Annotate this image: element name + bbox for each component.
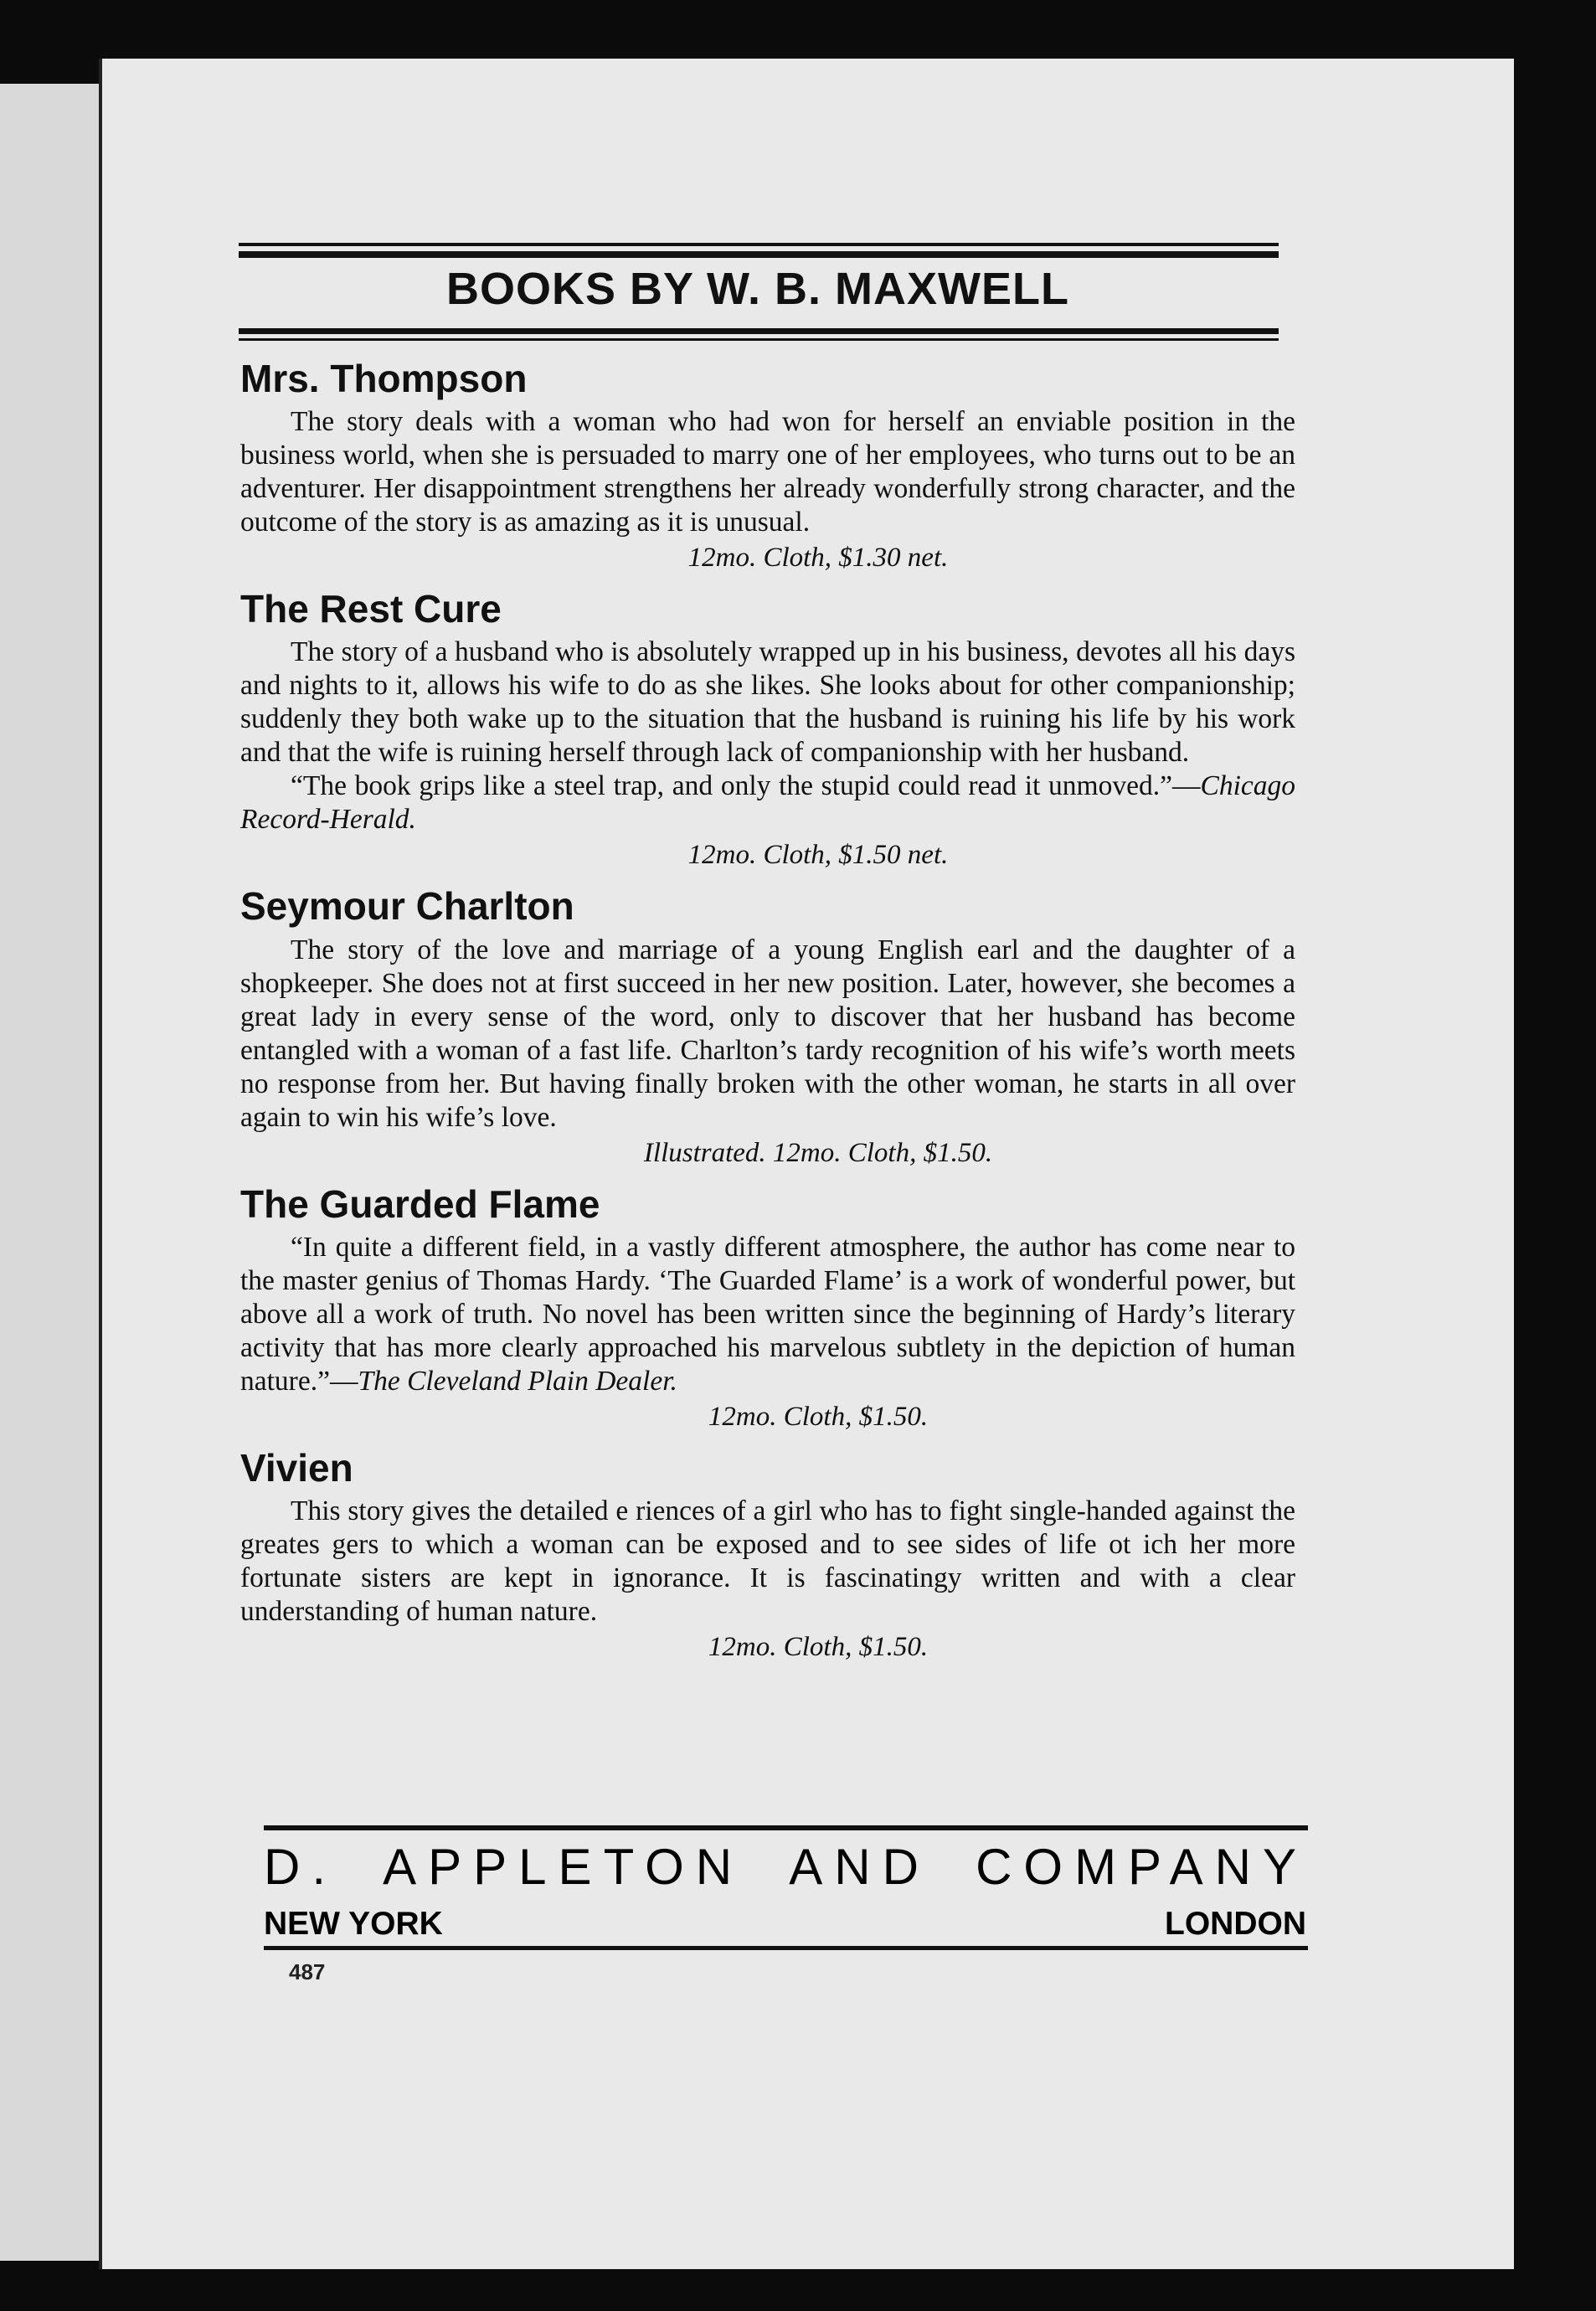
publisher-city-right: LONDON — [1165, 1906, 1306, 1942]
publisher-name — [264, 1839, 1308, 1895]
book-description: This story gives the detailed e riences of a girl who has to fight single-handed against the greates gers to which a woman can be exposed and to see sides of life ot ich her more fortunate sisters are kept in ignorance. It is fascinatingy written and with a clear understanding of human nature. — [240, 1495, 1295, 1627]
publisher-word: COMPANY — [976, 1839, 1308, 1895]
book-price: 12mo. Cloth, $1.50. — [708, 1401, 929, 1432]
book-price: 12mo. Cloth, $1.50. — [708, 1631, 929, 1662]
header-rule-bottom-thin — [239, 338, 1279, 341]
header-rule-top-thin — [239, 243, 1279, 246]
book-title: The Guarded Flame — [240, 1181, 600, 1226]
book-title: Vivien — [240, 1445, 353, 1490]
footer-rule-bottom — [264, 1946, 1308, 1950]
publisher-word: D. — [264, 1839, 337, 1895]
publisher-word: APPLETON — [383, 1839, 744, 1895]
book-entry — [240, 1181, 1295, 1435]
book-entry — [240, 586, 1295, 873]
book-title: The Rest Cure — [240, 587, 502, 631]
book-entry — [240, 883, 1295, 1171]
header-rule-bottom-thick — [239, 328, 1279, 334]
book-review-quote — [240, 1231, 1295, 1398]
book-price: 12mo. Cloth, $1.30 net. — [687, 543, 949, 574]
book-price: Illustrated. 12mo. Cloth, $1.50. — [643, 1137, 993, 1168]
footer-rule-top — [264, 1825, 1308, 1830]
quote-text: “In quite a different field, in a vastly different atmosphere, the author has come near to the master genius of Thomas Hardy. ‘The Guarded Flame’ is a work of wonderful power, but above all a work of truth. No novel has been written since the beginning of Hardy’s literary activity that has more clearly approached his marvelous subtlety in the depiction of human nature.”— — [240, 1231, 1295, 1397]
publisher-city-left: NEW YORK — [264, 1906, 443, 1942]
book-description: The story deals with a woman who had won for herself an enviable position in the business world, when she is persuaded to marry one of her employees, who turns out to be an adventurer. Her disappointment strengthens her already wonderfully strong character, and the outcome of the story is as amazing as it is unusual. — [240, 406, 1295, 538]
book-price: 12mo. Cloth, $1.50 net. — [687, 840, 949, 871]
header-rule-top-thick — [239, 251, 1279, 258]
quote-source: The Cleveland Plain Dealer. — [358, 1365, 677, 1397]
book-title: Seymour Charlton — [240, 884, 574, 929]
quote-text: “The book grips like a steel trap, and only the stupid could read it unmoved.”— — [291, 770, 1201, 802]
book-entry — [240, 356, 1295, 576]
book-description: The story of the love and marriage of a young English earl and the daughter of a shopkeeper. She does not at first succeed in her new position. Later, however, she becomes a great lady in every sense of the word, only to discover that her husband has become entangled with a woman of a fast life. Charlton’s tardy recognition of his wife’s worth meets no response from her. But having finally broken with the other woman, he starts in all over again to win his wife’s love. — [240, 934, 1295, 1133]
book-list — [240, 356, 1295, 1675]
page-number: 487 — [289, 1959, 326, 1984]
quote-source: Chicago Record-Herald. — [240, 770, 1295, 836]
publisher-word: AND — [789, 1839, 930, 1895]
book-title: Mrs. Thompson — [240, 357, 528, 400]
book-entry — [240, 1445, 1295, 1665]
book-review-quote — [240, 769, 1295, 836]
page-title: BOOKS BY W. B. MAXWELL — [445, 264, 1069, 314]
book-description: The story of a husband who is absolutely wrapped up in his business, devotes all his days and nights to it, allows his wife to do as she likes. She looks about for other companionship; suddenly they both wake up to the situation that the husband is ruining his life by his work and that the wife is ruining herself through lack of companionship with her husband. — [240, 636, 1295, 769]
